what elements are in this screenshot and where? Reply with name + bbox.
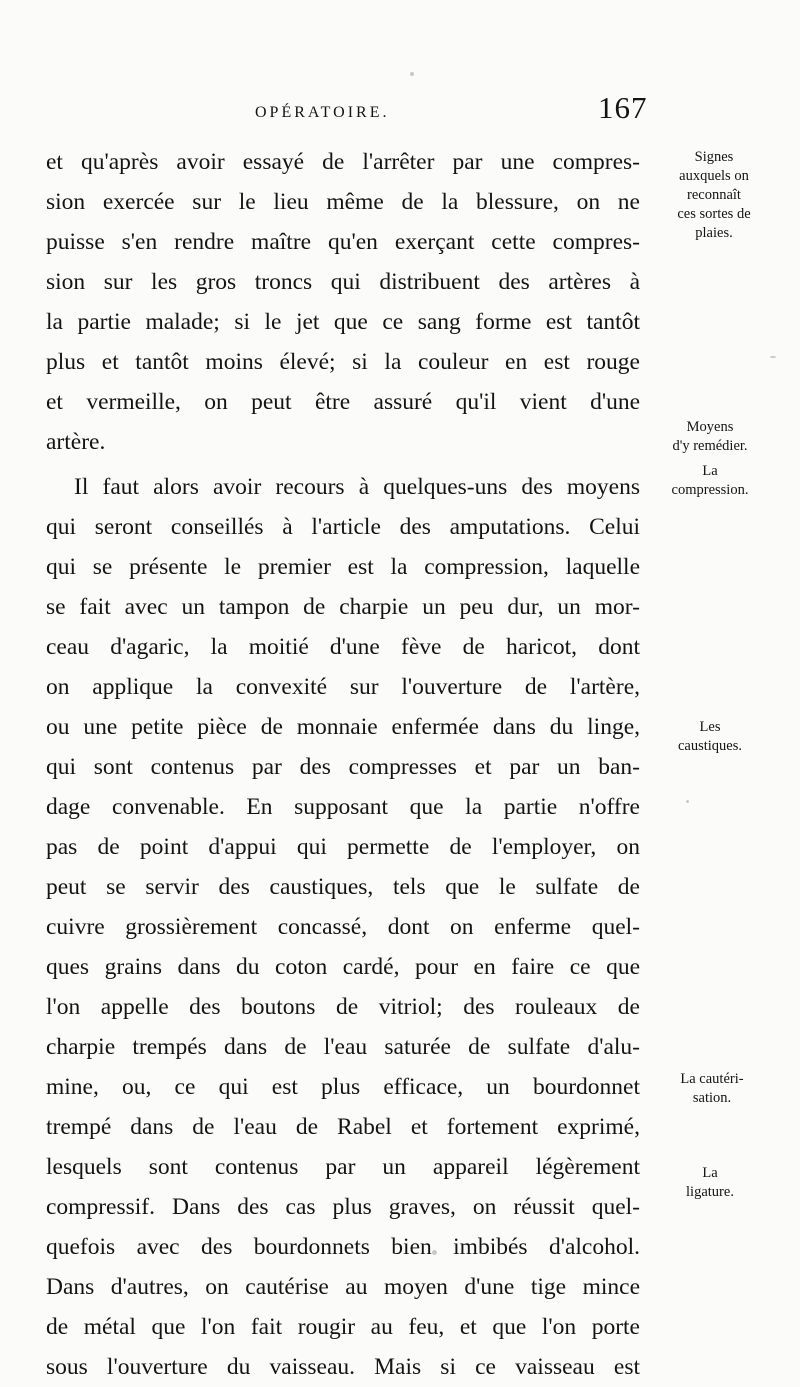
margin-note-line: plaies. [695, 225, 733, 241]
text-line: et qu'après avoir essayé de l'arrêter par une compres- [46, 149, 640, 175]
margin-note-line: auxquels on [679, 168, 749, 184]
text-line: ou une petite pièce de monnaie enfermée dans du linge, [46, 714, 640, 740]
text-line: trempé dans de l'eau de Rabel et fortement exprimé, [46, 1114, 640, 1140]
text-line: de métal que l'on fait rougir au feu, et que l'on porte [46, 1314, 640, 1340]
text-line: ques grains dans du coton cardé, pour en faire ce que [46, 954, 640, 980]
paper-speck [770, 356, 776, 358]
text-line: qui seront conseillés à l'article des amputations. Celui [46, 514, 640, 540]
margin-note-line: d'y remédier. [672, 438, 748, 454]
margin-note-line: La [702, 1165, 718, 1181]
margin-note-caustiques [640, 718, 780, 756]
text-line: compressif. Dans des cas plus graves, on réussit quel- [46, 1194, 640, 1220]
text-line: l'on appelle des boutons de vitriol; des rouleaux de [46, 994, 640, 1020]
margin-note-line: ces sortes de [677, 206, 751, 222]
margin-note-line: Les [699, 719, 721, 735]
margin-note-line: La cautéri- [680, 1071, 744, 1087]
paper-speck [410, 72, 414, 76]
text-line: puisse s'en rendre maître qu'en exerçant cette compres- [46, 229, 640, 255]
text-line: charpie trempés dans de l'eau saturée de sulfate d'alu- [46, 1034, 640, 1060]
text-line: et vermeille, on peut être assuré qu'il vient d'une [46, 389, 640, 415]
text-line: on applique la convexité sur l'ouverture de l'artère, [46, 674, 640, 700]
text-line: peut se servir des caustiques, tels que le sulfate de [46, 874, 640, 900]
text-line: dage convenable. En supposant que la partie n'offre [46, 794, 640, 820]
paper-speck [432, 1250, 437, 1255]
text-line: qui se présente le premier est la compression, laquelle [46, 554, 640, 580]
margin-note-line: compression. [671, 482, 749, 498]
text-line: qui sont contenus par des compresses et par un ban- [46, 754, 640, 780]
text-line: quefois avec des bourdonnets bien imbibés d'alcohol. [46, 1234, 640, 1260]
margin-note-line: Signes [694, 149, 734, 165]
margin-note-line: Moyens [686, 419, 734, 435]
margin-note-signes [644, 148, 784, 243]
text-line: sion exercée sur le lieu même de la blessure, on ne [46, 189, 640, 215]
text-line: ceau d'agaric, la moitié d'une fève de haricot, dont [46, 634, 640, 660]
margin-note-line: reconnaît [687, 187, 741, 203]
text-line: Il faut alors avoir recours à quelques-uns des moyens [74, 474, 640, 500]
margin-note-ligature [640, 1164, 780, 1202]
text-line: lesquels sont contenus par un appareil légèrement [46, 1154, 640, 1180]
body-text [46, 142, 640, 1387]
text-line: la partie malade; si le jet que ce sang forme est tantôt [46, 309, 640, 335]
margin-note-line: sation. [692, 1090, 732, 1106]
margin-note-cauterisation [642, 1070, 782, 1108]
text-line: pas de point d'appui qui permette de l'employer, on [46, 834, 640, 860]
text-line: sous l'ouverture du vaisseau. Mais si ce vaisseau est [46, 1354, 640, 1380]
page-number: 167 [598, 90, 648, 125]
text-line: mine, ou, ce qui est plus efficace, un bourdonnet [46, 1074, 640, 1100]
text-line: cuivre grossièrement concassé, dont on enferme quel- [46, 914, 640, 940]
margin-note-line: La [702, 463, 718, 479]
margin-note-moyens [640, 418, 780, 456]
paper-speck [686, 800, 689, 803]
margin-note-compression [640, 462, 780, 500]
text-line: sion sur les gros troncs qui distribuent des artères à [46, 269, 640, 295]
margin-note-line: ligature. [686, 1184, 734, 1200]
margin-note-line: caustiques. [677, 738, 743, 754]
running-title: OPÉRATOIRE. [255, 104, 390, 121]
text-line: Dans d'autres, on cautérise au moyen d'une tige mince [46, 1274, 640, 1300]
text-line: plus et tantôt moins élevé; si la couleur en est rouge [46, 349, 640, 375]
text-line: se fait avec un tampon de charpie un peu dur, un mor- [46, 594, 640, 620]
text-line: artère. [46, 429, 106, 455]
